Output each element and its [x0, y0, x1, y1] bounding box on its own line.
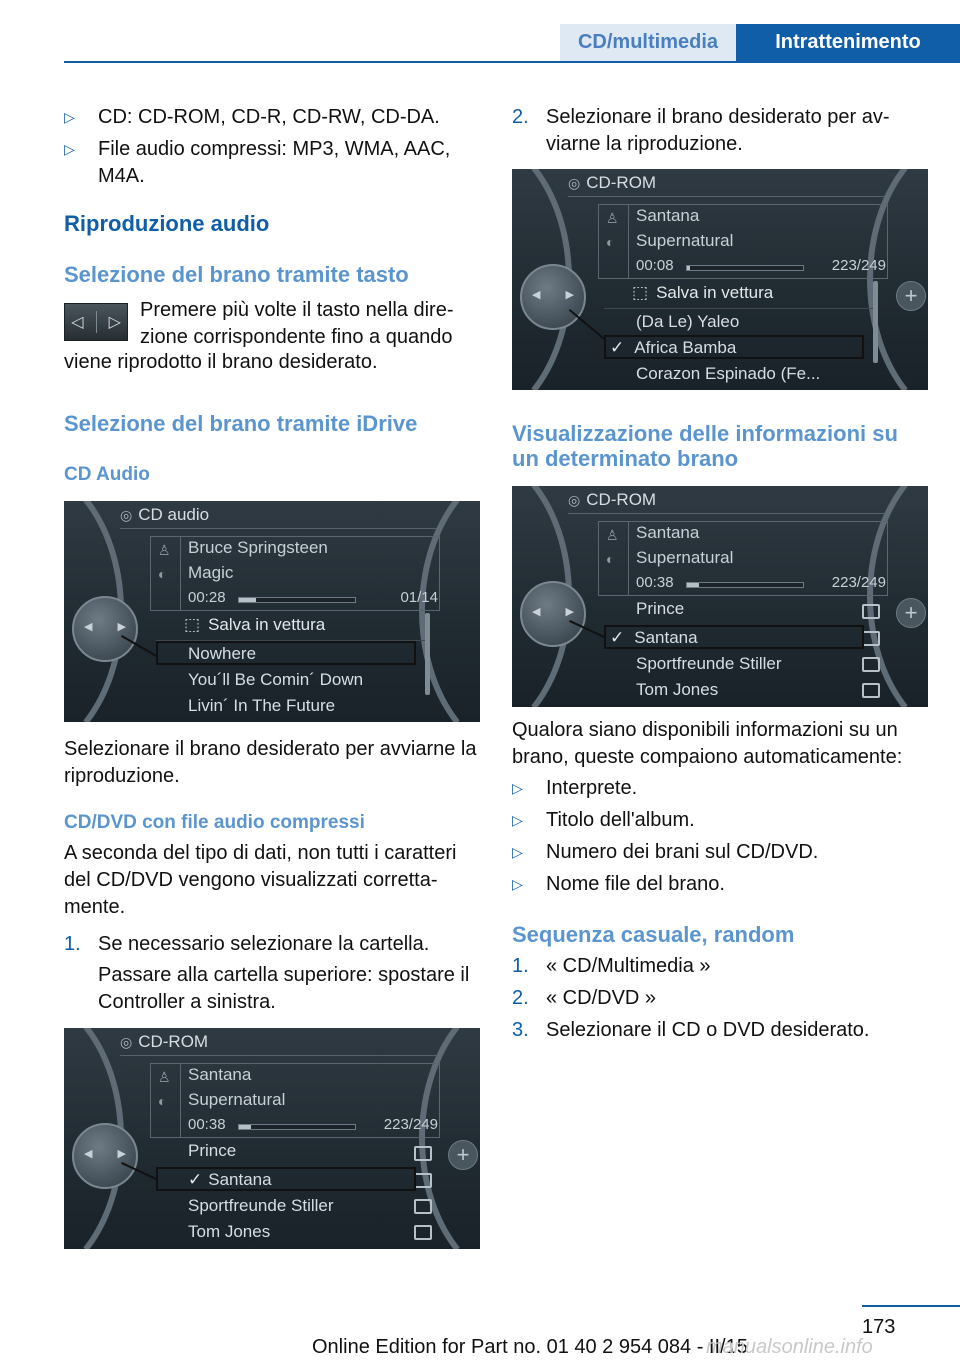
bullet-marker-icon: ▷ — [512, 844, 523, 860]
save-in-car-item: ⬚ Salva in vettura — [184, 615, 326, 634]
folder-item: ✓ Santana — [610, 628, 698, 647]
tasto-text-line-1: Premere più volte il tasto nella dire‐ — [140, 299, 454, 321]
screen-title: CD-ROM — [138, 1032, 209, 1051]
bullet-item — [64, 104, 480, 131]
screen-album: Supernatural — [636, 548, 734, 567]
folder-icon — [862, 604, 880, 619]
track-item: You´ll Be Comin´ Down — [188, 670, 364, 689]
folder-icon — [414, 1146, 432, 1161]
folder-icon — [414, 1173, 432, 1188]
idrive-screen-cd-rom-tracks — [512, 169, 928, 390]
save-icon: ⬚ — [632, 283, 649, 302]
idrive-screen-cd-rom-info — [512, 486, 928, 707]
bullet-marker-icon: ▷ — [512, 780, 523, 796]
screen-artist: Santana — [188, 1065, 252, 1084]
controller-knob-icon: ◀ ▶ — [72, 596, 138, 662]
pointer-line — [569, 309, 607, 341]
screen-title: CD-ROM — [586, 173, 657, 192]
step-subtext: Passare alla cartella superiore: spostare il Controller a sinistra. — [98, 964, 470, 1013]
folder-icon — [414, 1199, 432, 1214]
screen-album: Supernatural — [636, 231, 734, 250]
progress-bar — [238, 597, 356, 603]
paragraph-informazioni: Qualora siano disponibili informazioni su un brano, queste compaiono automaticamente: — [512, 719, 903, 768]
screen-title: CD audio — [138, 505, 210, 524]
screen-artist: Santana — [636, 523, 700, 542]
paragraph-caratteri: A seconda del tipo di dati, non tutti i caratteri del CD/DVD vengono visualizzati corretta‐ mente. — [64, 842, 457, 918]
save-in-car-item: ⬚ Salva in vettura — [632, 283, 774, 302]
heading-selezione-idrive: Selezione del brano tramite iDrive — [64, 411, 418, 436]
check-icon: ✓ — [610, 338, 625, 357]
track-item: Nowhere — [188, 644, 257, 663]
disc-icon: ◐ — [158, 566, 167, 582]
footer-rule — [862, 1305, 960, 1307]
track-item: Corazon Espinado (Fe... — [636, 364, 821, 383]
disc-icon: ◐ — [606, 234, 615, 250]
folder-item: Sportfreunde Stiller — [188, 1196, 334, 1215]
watermark: manualsonline.info — [706, 1336, 873, 1358]
person-icon: ♙ — [158, 542, 171, 558]
bullet-item: ▷ Interprete. — [512, 775, 922, 802]
step-text: Selezionare il brano desiderato per av‐ viarne la riproduzione. — [546, 106, 890, 155]
bullet-text: CD: CD-ROM, CD-R, CD-RW, CD-DA. — [98, 106, 440, 128]
plus-icon: + — [896, 598, 926, 628]
header-chapter-tab: Intrattenimento — [736, 24, 960, 61]
numbered-step: 2. « CD/DVD » — [512, 987, 657, 1009]
selection-highlight — [604, 335, 864, 359]
header-section-tab: CD/multimedia — [560, 24, 736, 61]
plus-icon: + — [896, 281, 926, 311]
screen-time: 00:28 — [188, 589, 226, 606]
disc-icon: ◐ — [606, 551, 615, 567]
step-number: 1. — [64, 933, 81, 955]
scrollbar — [425, 613, 430, 695]
bullet-item: ▷ Titolo dell'album. — [512, 807, 922, 834]
bullet-text: File audio compressi: MP3, WMA, AAC, M4A. — [98, 138, 451, 187]
folder-item: Prince — [636, 599, 685, 618]
cd-icon: ◎ — [120, 507, 133, 523]
screen-track-count: 223/249 — [383, 1116, 438, 1133]
screen-track-count: 223/249 — [831, 574, 886, 591]
disc-icon: ◐ — [158, 1093, 167, 1109]
controller-knob-icon: ◀ ▶ — [520, 581, 586, 647]
folder-item: Tom Jones — [188, 1222, 271, 1241]
tasto-text-line-3: viene riprodotto il brano desiderato. — [64, 351, 378, 373]
heading-cd-dvd-compressi: CD/DVD con file audio compressi — [64, 812, 365, 833]
screen-album: Magic — [188, 563, 234, 582]
save-icon: ⬚ — [184, 615, 201, 634]
screen-artist: Bruce Springsteen — [188, 538, 328, 557]
screen-title: CD-ROM — [586, 490, 657, 509]
edition-footer: Online Edition for Part no. 01 40 2 954 084 - II/15 — [312, 1336, 748, 1358]
track-buttons-icon — [64, 303, 128, 341]
cd-icon: ◎ — [568, 492, 581, 508]
bullet-marker-icon: ▷ — [64, 109, 75, 125]
bullet-item: ▷ Nome file del brano. — [512, 871, 922, 898]
controller-knob-icon: ◀ ▶ — [520, 264, 586, 330]
progress-bar — [686, 265, 804, 271]
folder-item: ✓ Santana — [188, 1170, 272, 1189]
person-icon: ♙ — [158, 1069, 171, 1085]
folder-icon — [862, 631, 880, 646]
cd-icon: ◎ — [120, 1034, 133, 1050]
numbered-step: 3. Selezionare il CD o DVD desiderato. — [512, 1019, 870, 1041]
track-item: Livin´ In The Future — [188, 696, 336, 715]
selection-highlight — [604, 625, 864, 649]
page-number: 173 — [862, 1316, 896, 1338]
screen-track-count: 223/249 — [831, 257, 886, 274]
paragraph-avviarne: Selezionare il brano desiderato per avviarne la riproduzione. — [64, 738, 477, 787]
heading-riproduzione-audio: Riproduzione audio — [64, 211, 270, 236]
progress-bar — [686, 582, 804, 588]
folder-icon — [862, 657, 880, 672]
random-steps-list — [512, 953, 922, 1044]
bullet-marker-icon: ▷ — [64, 141, 75, 157]
plus-icon: + — [448, 1140, 478, 1170]
screen-time: 00:38 — [188, 1116, 226, 1133]
left-column — [64, 104, 480, 190]
bullet-item — [64, 136, 480, 190]
idrive-screen-cd-rom-folders — [64, 1028, 480, 1249]
folder-icon — [862, 683, 880, 698]
person-icon: ♙ — [606, 210, 619, 226]
folder-item: Tom Jones — [636, 680, 719, 699]
tasto-text-line-2: zione corrispondente fino a quando — [140, 326, 453, 348]
cd-icon: ◎ — [568, 175, 581, 191]
next-track-icon: ▷ — [108, 314, 121, 331]
folder-item: Sportfreunde Stiller — [636, 654, 782, 673]
selection-highlight — [156, 641, 416, 665]
bullet-item: ▷ Numero dei brani sul CD/DVD. — [512, 839, 922, 866]
heading-sequenza-casuale: Sequenza casuale, random — [512, 922, 795, 947]
person-icon: ♙ — [606, 527, 619, 543]
step-number: 2. — [512, 106, 529, 128]
numbered-step: 1. « CD/Multimedia » — [512, 955, 711, 977]
step-text: Se necessario selezionare la cartella. — [98, 933, 430, 955]
idrive-screen-cd-audio — [64, 501, 480, 722]
screen-time: 00:08 — [636, 257, 674, 274]
heading-visualizzazione: Visualizzazione delle informazioni su un determinato brano — [512, 421, 898, 471]
prev-track-icon: ◁ — [71, 314, 84, 331]
check-icon: ✓ — [188, 1170, 203, 1189]
screen-album: Supernatural — [188, 1090, 286, 1109]
heading-cd-audio: CD Audio — [64, 464, 150, 485]
track-item: (Da Le) Yaleo — [636, 312, 740, 331]
screen-time: 00:38 — [636, 574, 674, 591]
folder-icon — [414, 1225, 432, 1240]
scrollbar — [873, 281, 878, 363]
numbered-step — [512, 104, 912, 158]
folder-item: Prince — [188, 1141, 237, 1160]
selection-highlight — [156, 1167, 416, 1191]
bullet-marker-icon: ▷ — [512, 876, 523, 892]
screen-track-count: 01/14 — [400, 589, 438, 606]
heading-selezione-tasto: Selezione del brano tramite tasto — [64, 262, 409, 287]
screen-artist: Santana — [636, 206, 700, 225]
bullet-marker-icon: ▷ — [512, 812, 523, 828]
controller-knob-icon: ◀ ▶ — [72, 1123, 138, 1189]
numbered-step — [64, 931, 480, 958]
info-bullet-list — [512, 775, 922, 898]
check-icon: ✓ — [610, 628, 625, 647]
progress-bar — [238, 1124, 356, 1130]
track-item: ✓ Africa Bamba — [610, 338, 737, 357]
header-rule — [64, 61, 960, 63]
